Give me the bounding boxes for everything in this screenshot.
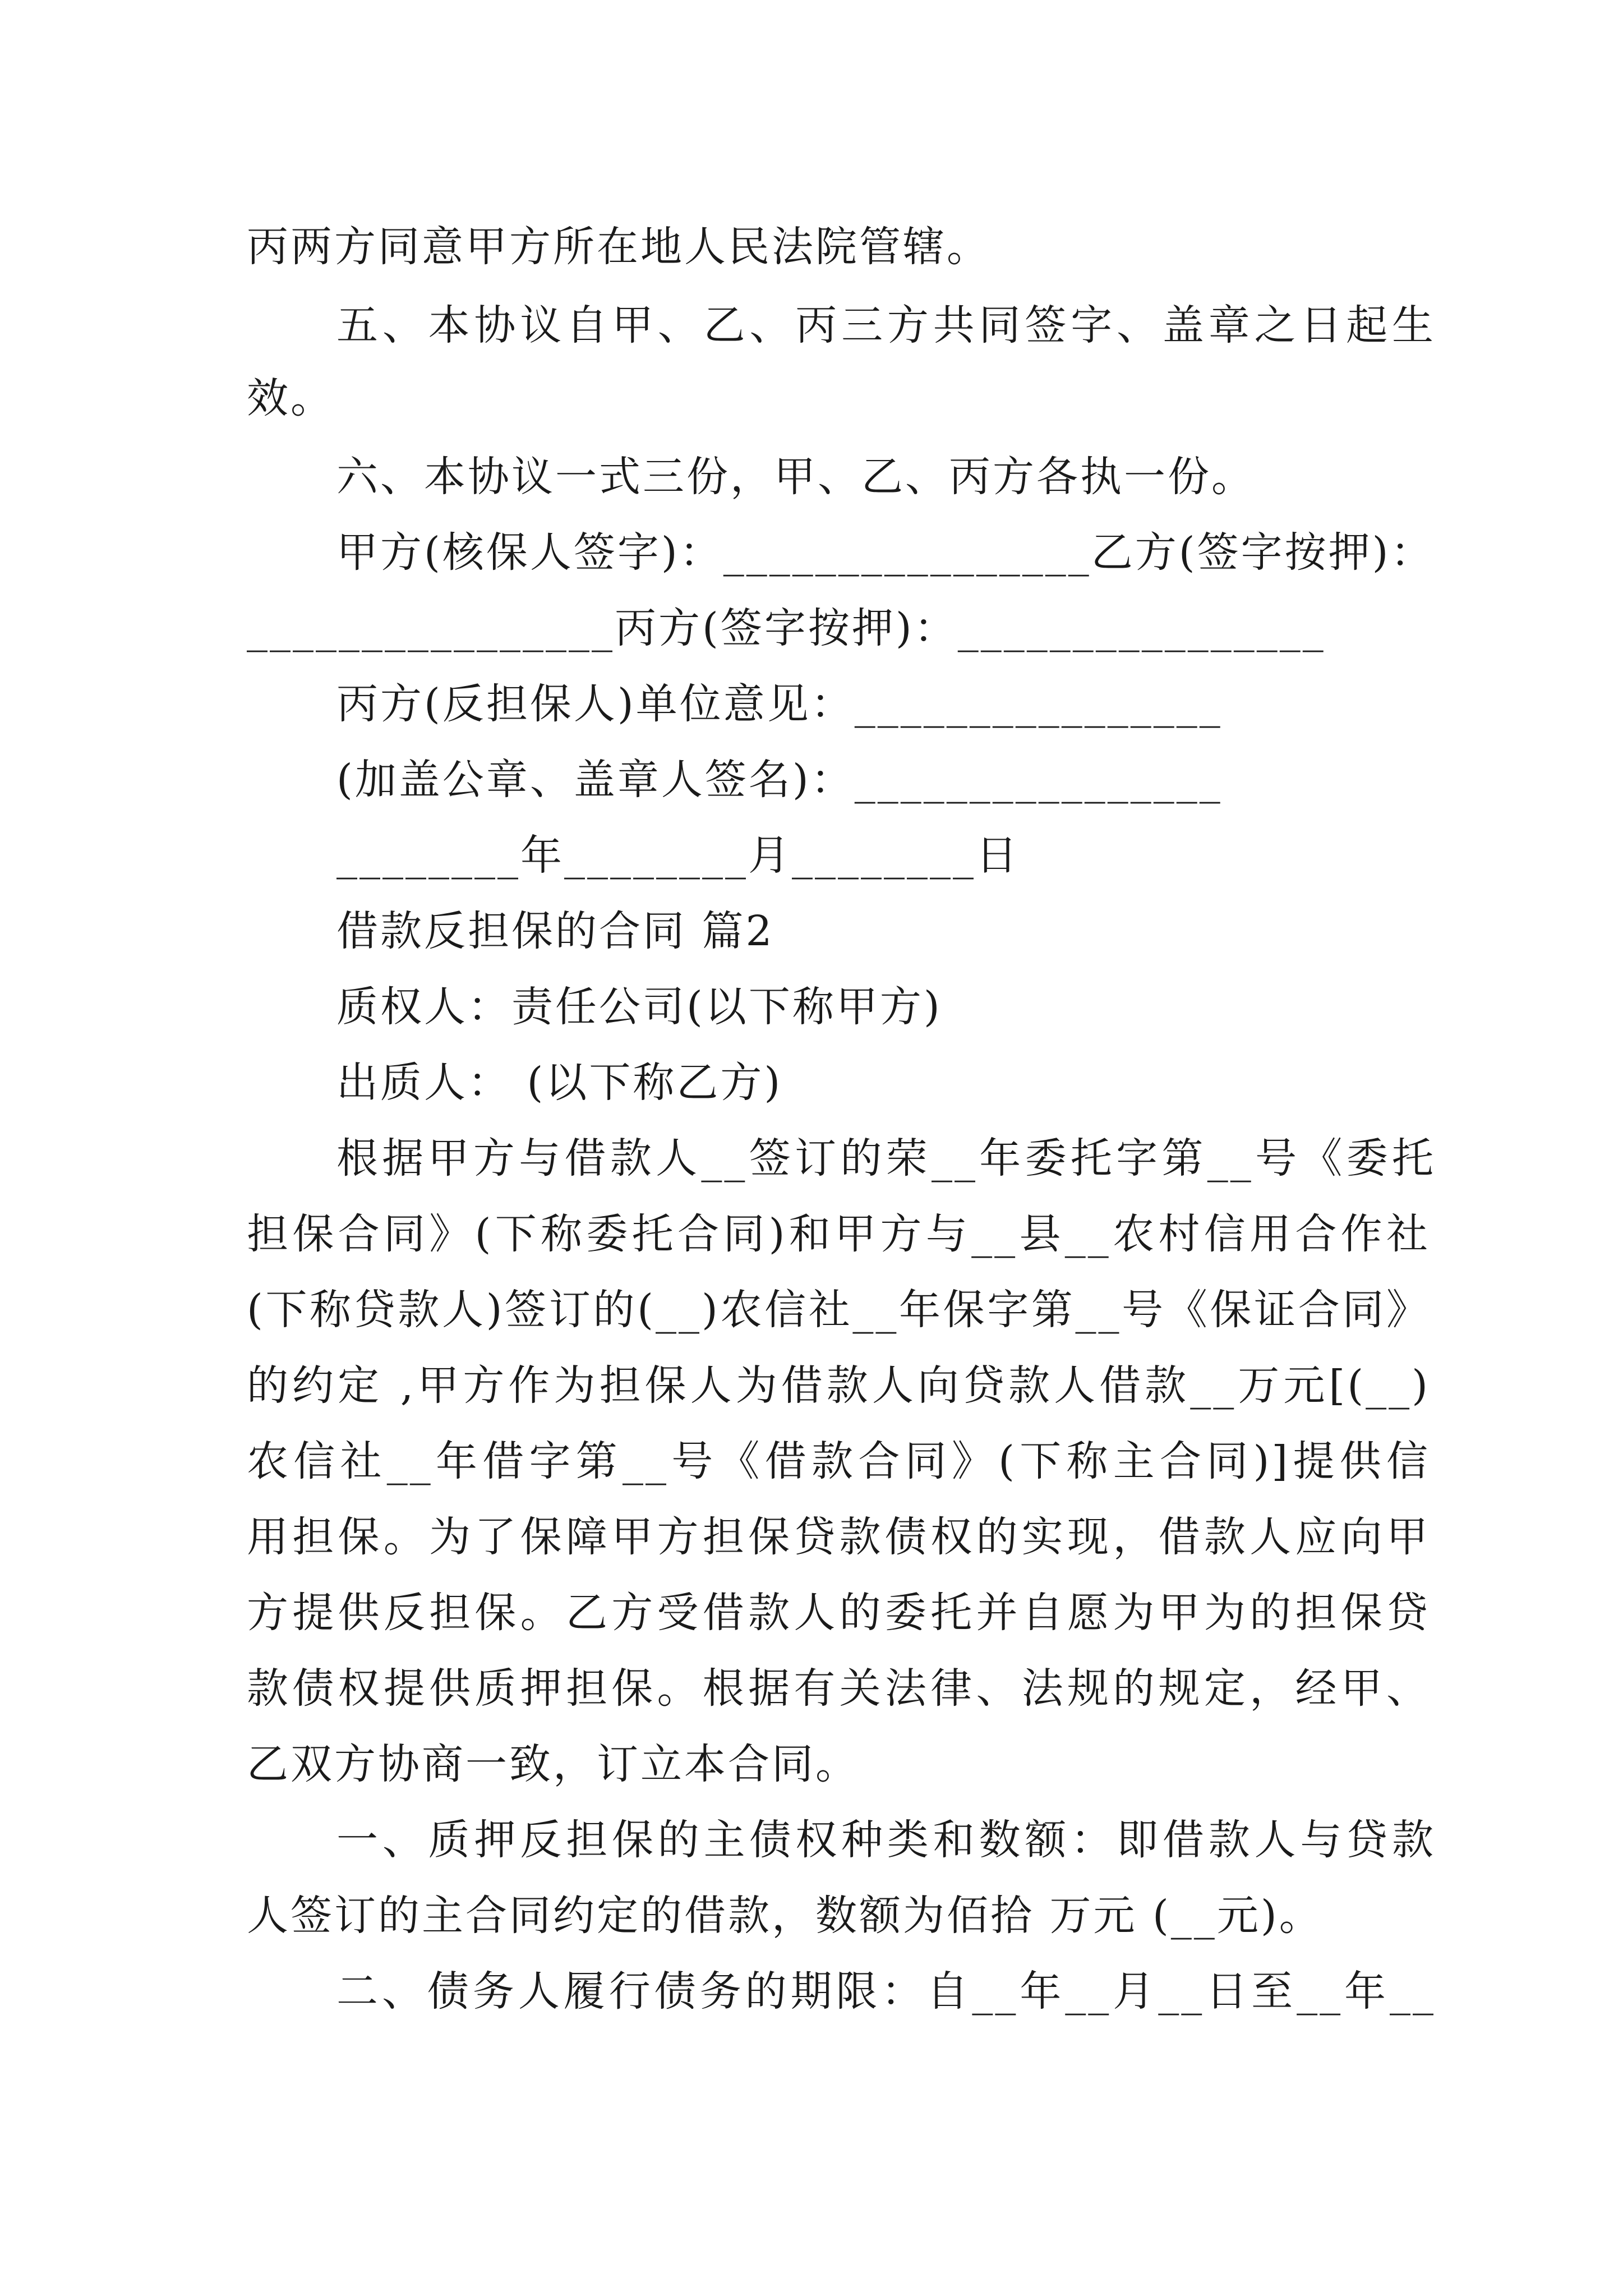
text-line: (加盖公章、盖章人签名)：________________ — [336, 756, 1223, 804]
signature-line: 甲方(核保人签字)：________________乙方(签字按押)： — [336, 528, 1435, 577]
section-title: 借款反担保的合同 篇2 — [336, 907, 774, 955]
text-line: 丙两方同意甲方所在地人民法院管辖。 — [247, 223, 990, 271]
text-line: 根据甲方与借款人__签订的荣__年委托字第__号《委托 — [336, 1134, 1436, 1182]
text-line: 效。 — [247, 374, 334, 422]
text-line: 质权人：责任公司(以下称甲方) — [336, 983, 942, 1031]
text-line: (下称贷款人)签订的(__)农信社__年保字第__号《保证合同》 — [247, 1286, 1430, 1334]
text-line: 出质人： (以下称乙方) — [336, 1059, 783, 1107]
text-line: 乙双方协商一致，订立本合同。 — [247, 1740, 859, 1788]
text-line: 用担保。为了保障甲方担保贷款债权的实现，借款人应向甲 — [247, 1513, 1430, 1561]
text-line: 一、质押反担保的主债权种类和数额：即借款人与贷款 — [336, 1816, 1436, 1864]
text-line: 二、债务人履行债务的期限：自__年__月__日至__年__ — [336, 1967, 1436, 2016]
text-line: 款债权提供质押担保。根据有关法律、法规的规定，经甲、 — [247, 1664, 1430, 1713]
signature-line: ________________丙方(签字按押)：________________ — [247, 604, 1326, 652]
text-line: 农信社__年借字第__号《借款合同》(下称主合同)]提供信 — [247, 1437, 1430, 1485]
text-line: 的约定 ,甲方作为担保人为借款人向贷款人借款__万元[(__) — [247, 1361, 1430, 1410]
text-line: 丙方(反担保人)单位意见：________________ — [336, 680, 1223, 728]
text-line: 六、本协议一式三份，甲、乙、丙方各执一份。 — [336, 453, 1255, 501]
text-line: 担保合同》(下称委托合同)和甲方与__县__农村信用合作社 — [247, 1210, 1430, 1258]
text-line: 方提供反担保。乙方受借款人的委托并自愿为甲为的担保贷 — [247, 1589, 1430, 1637]
text-line: 五、本协议自甲、乙、丙三方共同签字、盖章之日起生 — [336, 301, 1436, 349]
date-line: ________年________月________日 — [336, 831, 1020, 880]
text-line: 人签订的主合同约定的借款，数额为佰拾 万元 (__元)。 — [247, 1892, 1323, 1940]
